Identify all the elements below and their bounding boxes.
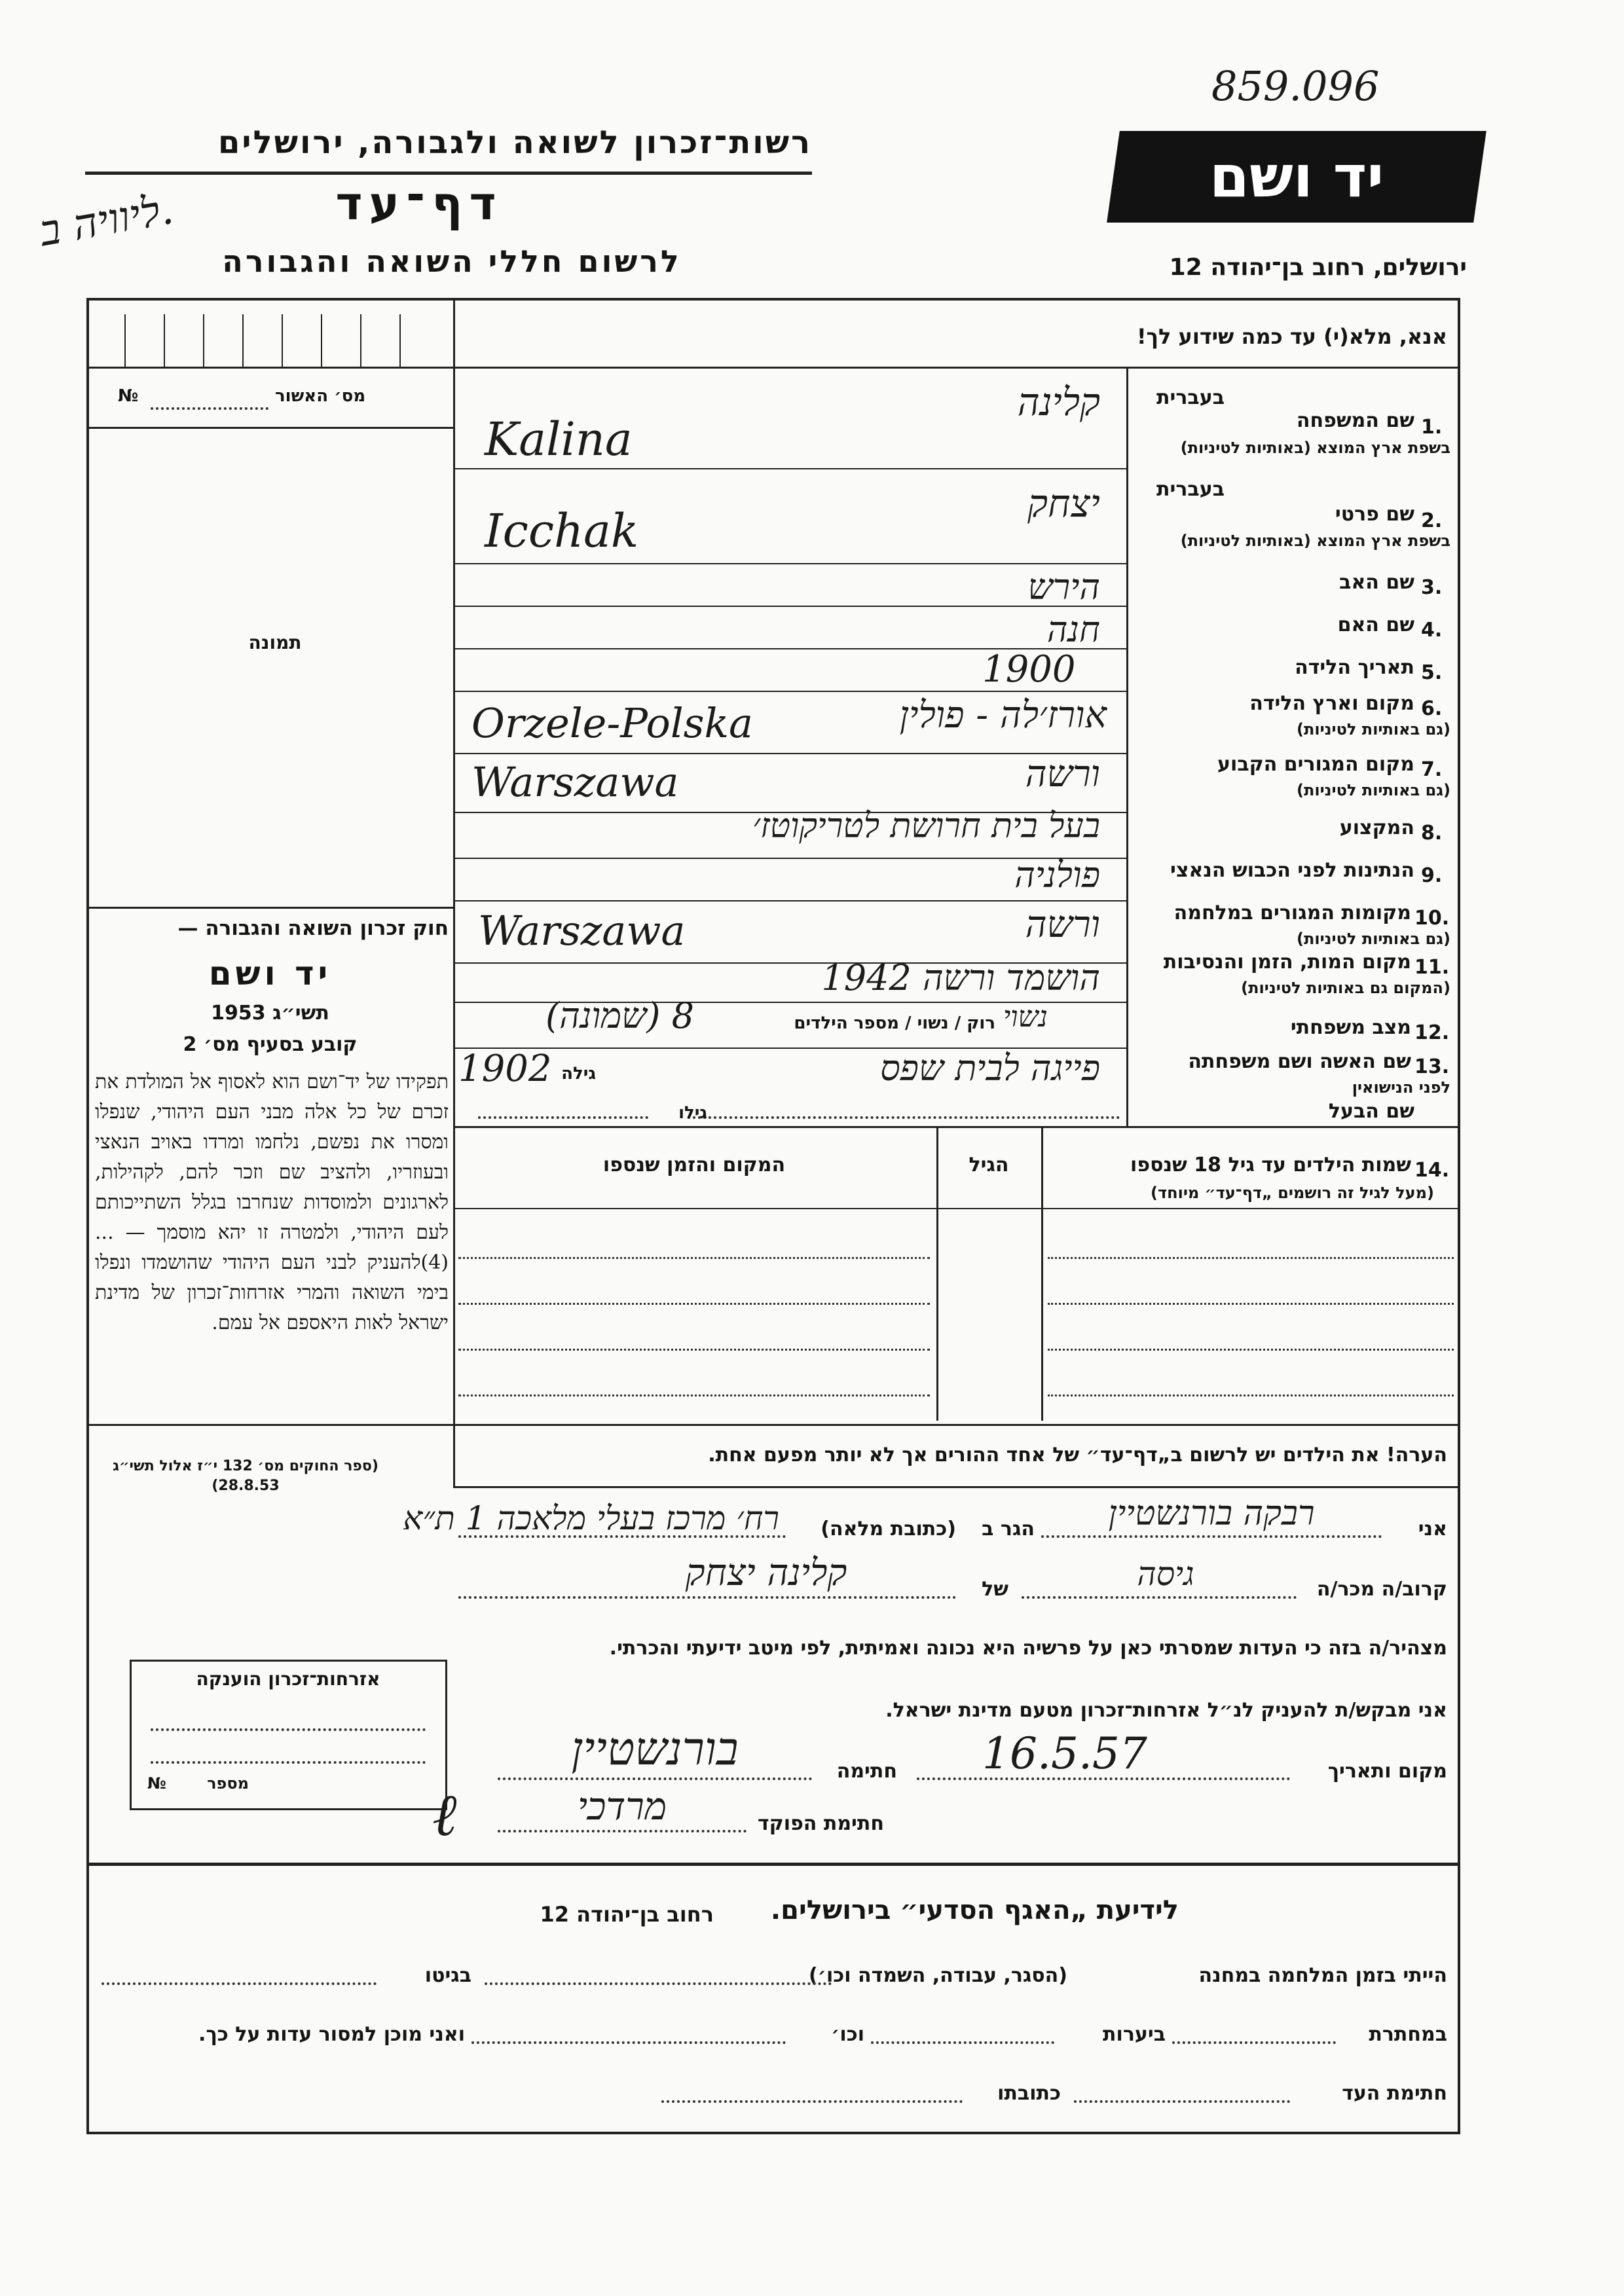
field-12-children-label: רוק / נשוי / מספר הילדים [794, 1013, 995, 1033]
footer-address: רחוב בן־יהודה 12 [540, 1902, 714, 1927]
decl-relation-value: גיסה [1137, 1555, 1194, 1593]
field-1-value-latin: Kalina [485, 412, 633, 466]
field-5-label: תאריך הלידה [1295, 656, 1414, 679]
children-col-age: הגיל [969, 1154, 1009, 1176]
law-text: תפקידו של יד־ושם הוא לאסוף אל המולדת את זכרם של כל אלה מבני העם היהודי, שנפלו ומסרו את נפשם, נלחמו ומרדו באויב הנאצי ובעוזריו, ולהציב שם וזכר להם, לקהילות, לארגונים ולמוסדות שנחרבו בגלל השתייכותם לעם היהודי, ולמטרה זו יהא מוסמך — ...(4)להעניק לבני העם היהודי שהושמדו ונפלו בימי השואה והמרי אזרחות־זכרון של מדינת ישראל לאות היאספם אל עמם. [95, 1070, 449, 1334]
photo-label: תמונה [248, 632, 302, 653]
field-2-value-latin: Icchak [485, 504, 639, 558]
field-13-age-label: גילה [561, 1064, 596, 1084]
form-subtitle: לרשום חללי השואה והגבורה [222, 244, 682, 279]
decl-signature-label: חתימה [836, 1760, 897, 1783]
field-12-value-he: נשוי [1003, 1000, 1048, 1034]
field-10-note: (גם באותיות לטיניות) [1297, 930, 1450, 948]
law-ref: (ספר החוקים מס׳ 132 י״ז אלול תשי״ג 28.8.53) [113, 1458, 378, 1494]
law-heading: חוק זכרון השואה והגבורה — [177, 917, 449, 940]
archive-number: 859.096 [1211, 62, 1380, 110]
field-husband-label: שם הבעל [1328, 1100, 1414, 1123]
footer-line2-d: ואני מוכן למסור עדות על כך. [198, 2023, 465, 2046]
law-clause: קובע בסעיף מס׳ 2 [183, 1033, 358, 1056]
field-husband-age-label: גילו [678, 1103, 707, 1123]
field-13-note: לפני הנישואין [1352, 1078, 1450, 1097]
decl-request: אני מבקש/ת להעניק לנ״ל אזרחות־זכרון מטעם מדינת ישראל. [885, 1699, 1447, 1722]
field-13-age-value: 1902 [458, 1048, 552, 1090]
decl-signature-value: בורנשטיין [571, 1722, 739, 1776]
footer-line3-a: חתימת העד [1342, 2082, 1447, 2105]
decl-ani: אני [1418, 1518, 1447, 1540]
field-2-hebrew-hint: בעברית [1156, 478, 1225, 501]
footer-line1-c: בגיטו [424, 1964, 471, 1987]
footer-title: לידיעת „האגף הסדעי״ בירושלים. [770, 1895, 1179, 1925]
footer-line2-c: וכו׳ [831, 2023, 864, 2046]
decl-of-label: של [982, 1578, 1008, 1601]
field-4-value-he: חנה [1046, 609, 1100, 650]
instruction: אנא, מלא(י) עד כמה שידוע לך! [1136, 324, 1447, 349]
field-4-label: שם האם [1337, 613, 1414, 636]
field-6-value-latin: Orzele-Polska [471, 699, 754, 747]
decl-date-value: 16.5.57 [982, 1728, 1147, 1779]
decl-address-label: (כתובת מלאה) [821, 1518, 956, 1540]
decl-place-date-label: מקום ותאריך [1327, 1760, 1447, 1783]
field-6-value-he: אורז׳לה - פולין [899, 694, 1107, 737]
decl-relation-label: קרוב/ה מכר/ה [1316, 1578, 1447, 1601]
field-1-label: שם המשפחה [1296, 409, 1414, 432]
decl-official-scribble: ℓ [432, 1781, 457, 1850]
field-9-label: הנתינות לפני הכבוש הנאצי [1170, 859, 1414, 882]
citizenship-title: אזרחות־זכרון הוענקה [196, 1668, 380, 1690]
field-2-value-he: יצחק [1027, 481, 1100, 526]
children-num: 14. [1414, 1159, 1450, 1182]
field-11-note: (המקום גם באותיות לטיניות) [1241, 979, 1450, 997]
field-1-note: בשפת ארץ המוצא (באותיות לטיניות) [1180, 439, 1450, 457]
decl-lives-label: הגר ב [982, 1518, 1035, 1540]
field-10-value-he: ורשה [1025, 903, 1100, 946]
citizenship-number-label: מספר [207, 1774, 249, 1793]
children-note: (מעל לגיל זה רושמים „דף־עד״ מיוחד) [1151, 1184, 1434, 1202]
footer-line2-b: ביערות [1103, 2023, 1166, 2046]
field-12-children-value: 8 (שמונה) [545, 995, 694, 1036]
children-col-place: המקום והזמן שנספו [602, 1154, 786, 1176]
decl-address-value: רח׳ מרכז בעלי מלאכה 1 ת״א [403, 1499, 779, 1537]
decl-official-signature-label: חתימת הפוקד [758, 1812, 884, 1835]
logo-text: יד ושם [1209, 143, 1384, 210]
law-year: תשי״ג 1953 [211, 1002, 329, 1025]
decl-name-value: רבקה בורנשטיין [1108, 1494, 1315, 1533]
footer-line3-b: כתובתו [997, 2082, 1061, 2105]
children-title: שמות הילדים עד גיל 18 שנספו [1130, 1154, 1411, 1176]
approval-no: № [118, 386, 139, 406]
field-7-value-latin: Warszawa [471, 758, 679, 806]
field-3-value-he: הירש [1027, 566, 1100, 608]
citizenship-no: № [147, 1774, 166, 1793]
org-line: רשות־זכרון לשואה ולגבורה, ירושלים [217, 124, 812, 161]
yad-vashem-logo [1107, 131, 1486, 223]
field-6-note: (גם באותיות לטיניות) [1297, 720, 1450, 738]
approval-label: מס׳ האשור [275, 386, 366, 406]
field-8-label: המקצוע [1339, 816, 1414, 839]
field-1-value-he: קלינה [1017, 380, 1100, 424]
field-10-label: מקומות המגורים במלחמה [1173, 902, 1411, 924]
field-5-value: 1900 [982, 648, 1076, 691]
field-1-hebrew-hint: בעברית [1156, 386, 1225, 409]
field-13-value-he: פייגה לבית שפס [879, 1048, 1100, 1089]
address: ירושלים, רחוב בן־יהודה 12 [1169, 254, 1467, 281]
field-8-value-he: בעל בית חרושת לטריקוטז׳ [752, 807, 1100, 846]
field-7-note: (גם באותיות לטיניות) [1297, 781, 1450, 799]
field-3-label: שם האב [1339, 571, 1414, 594]
field-2-label: שם פרטי [1335, 503, 1414, 526]
decl-official-signature-value: מרדכי [577, 1784, 667, 1829]
field-2-note: בשפת ארץ המוצא (באותיות לטיניות) [1180, 532, 1450, 550]
field-7-value-he: ורשה [1025, 753, 1100, 795]
field-9-value-he: פולניה [1014, 854, 1100, 896]
form-title: דף־עד [335, 177, 503, 230]
field-12-label: מצב משפחתי [1290, 1016, 1411, 1039]
footer-line1-a: הייתי בזמן המלחמה במחנה [1198, 1964, 1447, 1987]
field-6-label: מקום וארץ הלידה [1249, 692, 1414, 715]
field-7-label: מקום המגורים הקבוע [1217, 753, 1414, 776]
law-name: יד ושם [208, 955, 332, 993]
field-10-value-latin: Warszawa [478, 907, 686, 955]
field-11-label: מקום המות, הזמן והנסיבות [1163, 951, 1411, 974]
footer-line1-b: (הסגר, עבודה, השמדה וכו׳) [808, 1964, 1067, 1987]
field-13-label: שם האשה ושם משפחתה [1188, 1050, 1411, 1073]
footer-line2-a: במחתרת [1369, 2023, 1447, 2046]
decl-statement: מצהיר/ה בזה כי העדות שמסרתי כאן על פרשיה היא נכונה ואמיתית, לפי מיטב ידיעתי והכרתי. [609, 1637, 1447, 1660]
side-note: ליוויה ב. [36, 185, 177, 257]
field-11-value-he: הושמד ורשה 1942 [821, 957, 1100, 998]
decl-of-value: קלינה יצחק [685, 1552, 847, 1594]
note-line: הערה! את הילדים יש לרשום ב„דף־עד״ של אחד ההורים אך לא יותר מפעם אחת. [708, 1444, 1447, 1467]
